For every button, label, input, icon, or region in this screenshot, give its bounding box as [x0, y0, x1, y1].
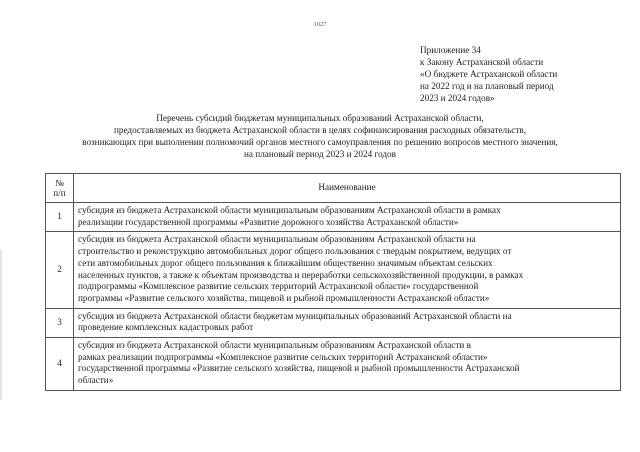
table-row: [46, 232, 621, 308]
appendix-line: на 2022 год и на плановый период: [420, 81, 554, 91]
row-description: субсидия из бюджета Астраханской области муниципальным образованиям Астраханской области в рамках реализации подпрограммы «Комплексное развитие сельских территорий Астраханской области» государственной программы «Развитие сельского хозяйства, пищевой и рыбной промышленности Астраханской области»: [74, 338, 621, 391]
page-number: 1027: [313, 21, 327, 28]
table-row: [46, 338, 621, 391]
table-row: [46, 203, 621, 232]
row-description: субсидия из бюджета Астраханской области муниципальным образованиям Астраханской области в рамках реализации государственной программы «Развитие дорожного хозяйства Астраханской области»: [74, 203, 621, 232]
title-line: на плановый период 2023 и 2024 годов: [244, 149, 396, 159]
row-number: 3: [46, 308, 74, 337]
title-line: Перечень субсидий бюджетам муниципальных образований Астраханской области,: [156, 113, 484, 123]
scan-edge-shadow: [0, 250, 2, 400]
appendix-reference: [420, 44, 630, 104]
row-description: субсидия из бюджета Астраханской области бюджетам муниципальных образований Астраханской области на проведение комплексных кадастровых работ: [74, 308, 621, 337]
column-header-number: № п/п: [46, 174, 74, 203]
appendix-line: Приложение 34: [420, 45, 481, 55]
column-header-name: Наименование: [74, 174, 621, 203]
row-number: 2: [46, 232, 74, 308]
title-line: возникающих при выполнении полномочий органов местного самоуправления по решению вопросов местного значения,: [82, 137, 558, 147]
subsidies-table: [45, 173, 621, 391]
appendix-line: 2023 и 2024 годов»: [420, 93, 495, 103]
title-line: предоставляемых из бюджета Астраханской области в целях софинансирования расходных обязательств,: [113, 125, 527, 135]
table-header-row: [46, 174, 621, 203]
table-row: [46, 308, 621, 337]
row-description: субсидия из бюджета Астраханской области муниципальным образованиям Астраханской области на строительство и реконструкцию автомобильных дорог общего пользования с твердым покрытием, ведущих от сети автомобильных дорог общего пользования к ближайшим общественно значимым объектам сельских населенных пунктов, а также к объектам производства и переработки сельскохозяйственной продукции, в рамках подпрограммы «Комплексное развитие сельских территорий Астраханской области» государственной программы «Развитие сельского хозяйства, пищевой и рыбной промышленности Астраханской области»: [74, 232, 621, 308]
appendix-line: к Закону Астраханской области: [420, 57, 544, 67]
appendix-line: «О бюджете Астраханской области: [420, 69, 558, 79]
document-title: [30, 112, 610, 160]
row-number: 4: [46, 338, 74, 391]
row-number: 1: [46, 203, 74, 232]
